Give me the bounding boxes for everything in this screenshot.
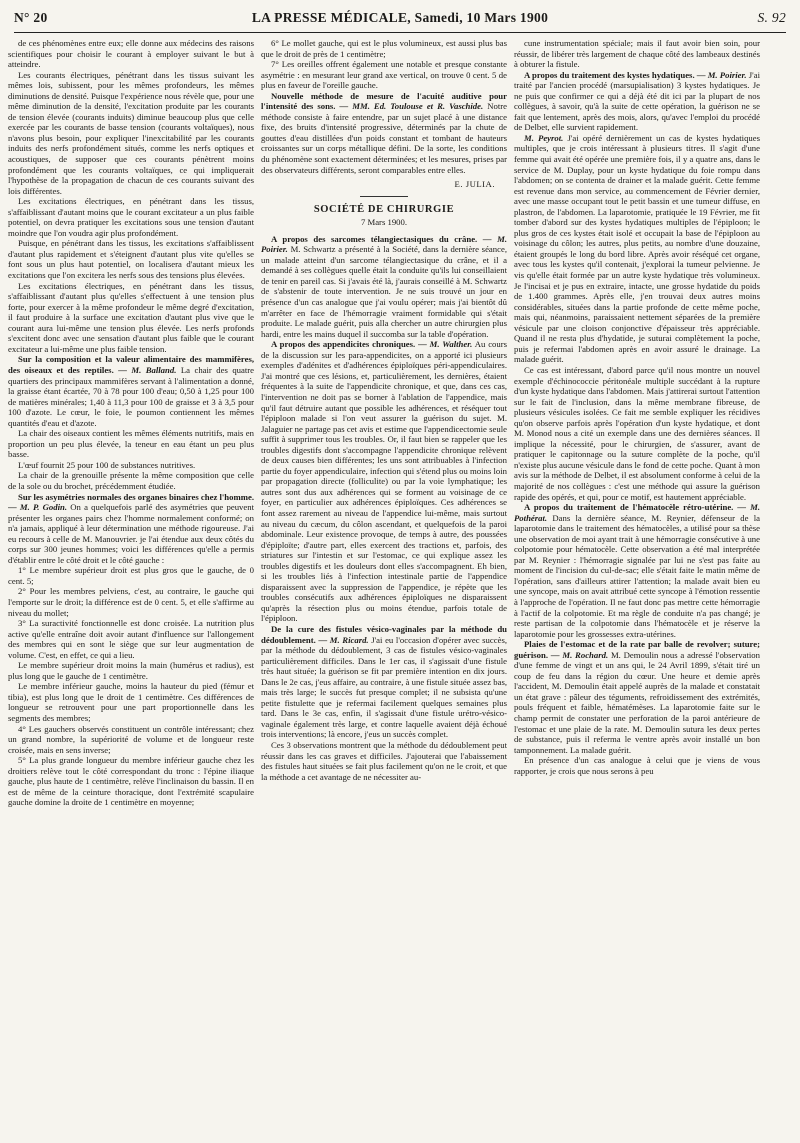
paragraph-text: M. Schwartz a présenté à la Société, dans la dernière séance, un malade atteint d'un sarcome télangiectasique du crâne, et il a demandé à ses collègues quelle était la conduite qu'ils lui conseillaient de tenir en pareil cas. Si j'avais été là, j'aurais conseillé à M. Schwartz de s'abstenir de toute intervention. Je ne suis trouvé un jour en présence d'un cas analogue que j'ai voulu opérer; mais j'ai bientôt dû m'arrêter en face de l'hémorragie vraiment formidable qui s'était produite. Le malade guérit, puis alla chercher un autre chirurgien plus hardi, entre les mains duquel il succomba sur la table d'opération. bbox=[261, 244, 507, 339]
paragraph-text: Au cours de la discussion sur les para-appendicites, on a apporté ici plusieurs exemples d'adénites et d'adhérences épiploïques péri-appendiculaires. J'ai montré que ces lésions, et, particulièrement, les dernières, étaient fréquentes à la suite de l'appendicite chronique, et que, dans ces cas, l'intervention ne doit pas se borner à l'ablation de l'appendice, mais qu'il faut détruire autant que possible les adhérences, et réséquer tout l'épiploon malade si l'on veut assurer la guérison du sujet. M. Jalaguier ne partage pas cet avis et estime que l'appendicectomie seule suffit à supprimer tous les troubles. Or, il faut bien se rappeler que les troubles digestifs dont s'accompagne l'appendicite chronique relèvent de deux causes bien différentes; les uns sont attribuables à l'infection partie du foyer appendiculaire, infection qui s'étend plus ou moins loin par propagation directe (folliculite) ou par la voie lymphatique; les autres sont dus aux adhérences qui se forment au voisinage de ce foyer, en particulier aux adhérences épiploïques. Ces adhérences se font assez rarement au niveau de l'appendice lui-même, mais surtout au niveau du cæcum, du côlon ascendant, et quelquefois de la paroi abdominale. Leur existence provoque, de temps à autre, des poussées d'épiploïte; d'autre part, elles exercent des tractions et, parfois, des striatures sur l'intestin et sur l'estomac, ce qui explique assez les troubles digestifs et les douleurs dont elles s'accompagnent. Eh bien, si les troubles liés à l'infection intestinale partie de l'appendice disparaissent avec la suppression de l'appendice, je répète que les troubles consécutifs aux adhérences épiploïques ne disparaissent qu'après la résection plus ou moins étendue, parfois totale de l'épiploon. bbox=[261, 339, 507, 624]
paragraph-text: En présence d'un cas analogue à celui que je viens de vous rapporter, je crois que nous serons à peu bbox=[514, 755, 760, 776]
paragraph-text: de ces phénomènes entre eux; elle donne aux médecins des raisons scientifiques pour choisir le courant à employer suivant le but à atteindre. bbox=[8, 38, 254, 70]
article-heading: Plaies de l'estomac et de la rate par balle de revolver; suture; guérison. bbox=[514, 639, 760, 660]
article-paragraph bbox=[514, 70, 760, 133]
paragraph-text: Puisque, en pénétrant dans les tissus, les excitations s'affaiblissent d'autant plus rapidement et s'éteignent d'autant plus vite qu'elles se font sous un plus haut potentiel, on localisera d'autant mieux les excitations que l'on excitera les nerfs sous des tensions plus élevées. bbox=[8, 238, 254, 281]
article-heading: De la cure des fistules vésico-vaginales par la méthode du dédoublement. bbox=[261, 623, 507, 645]
paragraph-text: 7° Les oreilles offrent également une notable et presque constante asymétrie : en mesurant leur grand axe vertical, on trouve 0 cent. 5 de plus en faveur de l'oreille gauche. bbox=[261, 59, 507, 91]
text-paragraph bbox=[8, 724, 254, 756]
article-author: — M. Rochard. bbox=[550, 649, 609, 660]
text-paragraph bbox=[8, 281, 254, 355]
paragraph-text: On a quelquefois parlé des asymétries que peuvent présenter les organes pairs chez l'homme normalement conformé; on n'a jamais, appliqué à leur détermination une méthode rigoureuse. J'ai eu recours à celle de M. Manouvrier. je l'ai étendue aux deux côtés du corps sur 300 jeunes hommes; voici les différences qu'elle a permis d'établir entre le côté droit et le côté gauche : bbox=[8, 502, 254, 565]
paragraph-text: Le membre supérieur droit moins la main (humérus et radius), est plus long que le gauche de 1 centimètre. bbox=[8, 660, 254, 681]
article-author: — M. Walther. bbox=[418, 339, 473, 350]
article-paragraph bbox=[261, 624, 507, 740]
article-heading: A propos du traitement des kystes hydatiques. bbox=[524, 69, 695, 80]
article-author: — M. Ricard. bbox=[318, 634, 369, 645]
paragraph-text: La chair des oiseaux contient les mêmes éléments nutritifs, mais en proportion un peu plus élevée, la teneur en eau étant un peu plus basse. bbox=[8, 428, 254, 460]
paragraph-text: La chair de la grenouille présente la même composition que celle de la sole ou du brochet, précédemment étudiée. bbox=[8, 470, 254, 491]
text-paragraph bbox=[8, 618, 254, 660]
article-author: M. Peyrot. bbox=[524, 132, 564, 143]
text-paragraph bbox=[8, 660, 254, 681]
paragraph-text: 2° Pour les membres pelviens, c'est, au contraire, le gauche qui l'emporte sur le droit; la différence est de 0 cent. 5, et elle s'affirme au niveau du mollet; bbox=[8, 586, 254, 618]
text-paragraph bbox=[8, 460, 254, 471]
text-paragraph bbox=[8, 238, 254, 280]
article-paragraph bbox=[261, 339, 507, 624]
author-signature: E. JULIA. bbox=[454, 179, 495, 190]
page-number: S. 92 bbox=[757, 10, 786, 25]
paragraph-text: 4° Les gauchers observés constituent un contrôle intéressant; chez un grand nombre, la supériorité de volume et de longueur reste croisée, mais en sens inverse; bbox=[8, 723, 254, 755]
paragraph-text: Notre méthode consiste à faire entendre, par un sujet placé à une distance fixe, des bruits d'intensité progressive, déterminés par la chute de gouttes d'eau distillées d'un poids constant et tombant de hauteurs croissantes sur un corps métallique défini. De la sorte, les conditions du phénomène sont exactement déterminées; et les mesures, prises par des observateurs différents, seront comparables entre elles. bbox=[261, 101, 507, 175]
issue-number: N° 20 bbox=[14, 10, 48, 25]
paragraph-text: 1° Le membre supérieur droit est plus gros que le gauche, de 0 cent. 5; bbox=[8, 565, 254, 586]
article-paragraph bbox=[8, 354, 254, 428]
paragraph-text: L'œuf fournit 25 pour 100 de substances nutritives. bbox=[18, 459, 196, 470]
paragraph-text: 5° La plus grande longueur du membre inférieur gauche chez les droitiers relève tout le côté correspondant du tronc : l'épine iliaque gauche, plus haute de 1 centimètre, relève l'inclinaison du bassin. Il en est de même de la ceinture thoracique, dont l'extrémité scapulaire gauche domine la droite de 1 centimètre en moyenne; bbox=[8, 755, 254, 808]
article-paragraph bbox=[261, 234, 507, 339]
paragraph-text: J'ai opéré dernièrement un cas de kystes hydatiques multiples, que je crois intéressant à plusieurs titres. Il s'agit d'une femme qui avait été opérée une première fois, il y a quatre ans, dans le service de M. Duplay, pour un kyste hydatique du foie rompu dans l'abdomen; on se contenta de drainer et la malade guérit. Cette femme est revenue dans mon service, au commencement de Février dernier, avec une masse occupant tout le petit bassin et une tumeur diffuse, en plastron, de l'abdomen. La laparotomie, pratiquée le 19 Février, me fit tomber d'abord sur des kystes hydatiques multiples de l'épiploon; le plus gros de ces kystes était isolé et occupait la base de l'épiploon au voisinage du côlon; les autres, plus petits, au nombre d'une douzaine, étaient groupés le long du bord libre. Après avoir réséqué cet organe, avec tous les kystes qu'il contenait, j'explorai la tumeur pelvienne. Je vis qu'elle était formée par un autre kyste hydatique très volumineux. Je l'incisai et je pus en extraire, intacte, une grosse hydatide du poids de 1.400 grammes. Après elle, j'en trouvai deux autres moins considérables, situées dans la partie profonde de cette même poche, mais qui, néanmoins, paraissaient nettement séparées de la première vésicule par une cloison conjonctive d'épaisseur très appréciable. Quand il ne resta plus d'hydatide, je suturai complètement la poche, puis je refermai l'abdomen après en avoir assuré le drainage. La malade guérit. bbox=[514, 132, 760, 365]
text-paragraph bbox=[514, 365, 760, 502]
paragraph-text: Les courants électriques, pénétrant dans les tissus suivant les mêmes lois, subissent, pour les mêmes profondeurs, les mêmes diminutions de densité. Puisque l'expérience nous révèle que, pour une même diminution de la densité, l'excitation produite par les courants de tension élevée (courants induits) diminue beaucoup plus que celle exercée par les courants de basse tension (courants voltaïques), nous n'avons plus besoin, pour expliquer l'inexcitabilité par les courants induits des nerfs profondément situés, comme les nerfs optiques et acoustiques, de supposer que ces courants pénètrent moins profondément que les courants voltaïques, ce qui impliquerait l'hypothèse de la propagation de chacun de ces courants suivant des lois différentes. bbox=[8, 69, 254, 196]
paragraph-text: M. Demoulin nous a adressé l'observation d'une femme de vingt et un ans qui, le 24 Avril 1899, s'était tiré un coup de feu dans la région du cœur. Une heure et demie après l'accident, M. Demoulin était appelé auprès de la malade et constatait un état grave : pâleur des téguments, refroidissement des extrémités, pouls fréquent et faible, hématémèses. La laparotomie faite sur le champ permit de constater une perforation de la paroi antérieure de l'estomac et une plaie de la rate. M. Demoulin sutura les deux pertes de substance, puis il referma le ventre après avoir installé un bon tamponnement. La malade guérit. bbox=[514, 649, 760, 755]
text-paragraph bbox=[261, 740, 507, 782]
text-paragraph bbox=[261, 59, 507, 91]
text-paragraph bbox=[8, 586, 254, 618]
column-2 bbox=[261, 38, 507, 1136]
article-author: — M. Balland. bbox=[118, 364, 177, 375]
text-paragraph bbox=[8, 428, 254, 460]
article-author: — M. Poirier. bbox=[696, 69, 747, 80]
text-paragraph bbox=[514, 755, 760, 776]
article-paragraph bbox=[514, 639, 760, 755]
text-paragraph bbox=[8, 38, 254, 70]
article-paragraph bbox=[514, 133, 760, 365]
paragraph-text: Les excitations électriques, en pénétrant dans les tissus, s'affaiblissant d'autant moins que le courant excitateur a un plus faible potentiel, on devra pratiquer les excitations sous une tension d'autant moindre que l'on voudra agir plus profondément. bbox=[8, 196, 254, 238]
paragraph-text: 6° Le mollet gauche, qui est le plus volumineux, est aussi plus bas que le droit de près de 1 centimètre; bbox=[261, 38, 507, 59]
article-paragraph bbox=[261, 91, 507, 175]
article-heading: A propos des sarcomes télangiectasiques du crâne. bbox=[271, 233, 478, 244]
paragraph-text: Les excitations électriques, en pénétrant dans les tissus, s'affaiblissant d'autant plus qu'elles s'effectuent à une tension plus forte, pour exercer à la même profondeur le même degré d'excitation, il faut produire à la surface une excitation d'autant plus vive que le courant aura lui-même une tension plus élevée. Les nerfs profonds s'excitent donc avec une sensation d'autant plus faible que le courant excitateur a lui-même une plus faible tension. bbox=[8, 280, 254, 354]
article-heading: Nouvelle méthode de mesure de l'acuité auditive pour l'intensité des sons. bbox=[261, 90, 507, 112]
article-author: — M. Pothérat. bbox=[514, 502, 760, 523]
paragraph-text: Ces 3 observations montrent que la méthode du dédoublement peut réussir dans les cas graves et difficiles. J'ajouterai que l'abaissement des fistules haut situées se fait plus facilement qu'on ne le croit, et que la méthode a cet avantage de ne nécessiter au- bbox=[261, 740, 507, 782]
text-paragraph bbox=[8, 755, 254, 808]
paragraph-text: cune instrumentation spéciale; mais il faut avoir bien soin, pour réussir, de libérer très largement de chaque côté des lambeaux destinés à obturer la fistule. bbox=[514, 38, 760, 70]
text-paragraph bbox=[261, 38, 507, 59]
text-paragraph bbox=[514, 38, 760, 70]
article-paragraph bbox=[514, 502, 760, 639]
article-heading: A propos du traitement de l'hématocèle rétro-utérine. bbox=[524, 502, 734, 513]
section-divider bbox=[360, 196, 408, 197]
paragraph-text: Ce cas est intéressant, d'abord parce qu'il nous montre un nouvel exemple d'échinococcie péritonéale multiple succédant à la rupture d'un kyste hydatique dans l'abdomen. Mais j'attirerai surtout l'attention sur le fait de l'inclusion, dans la même membrane fibreuse, de plusieurs vésicules isolées. Ce fait me semble expliquer les récidives qu'on observe parfois après l'opération d'un kyste hydatique, et dont M. Monod nous a cité un exemple dans une des dernières séances. Il implique la nécessité, pour le chirurgien, de s'assurer, avant de pratiquer le capitonnage ou la suture complète de la poche, qu'il n'existe plus aucune vésicule dans le fond de cette poche. Quant à mon avis sur la méthode de Delbet, il est absolument conforme à celui de la majorité de nos collègues : c'est une méthode qui assure la guérison rapide des opérés, et qui, pour ce motif, est hautement appréciable. bbox=[514, 364, 760, 502]
column-1 bbox=[8, 38, 254, 1136]
column-3 bbox=[514, 38, 760, 1136]
society-date: 7 Mars 1900. bbox=[360, 217, 408, 228]
society-title: SOCIÉTÉ DE CHIRURGIE bbox=[313, 203, 455, 215]
journal-title: LA PRESSE MÉDICALE, Samedi, 10 Mars 1900 bbox=[251, 10, 549, 25]
text-paragraph bbox=[8, 196, 254, 238]
text-paragraph bbox=[8, 70, 254, 197]
text-paragraph bbox=[8, 565, 254, 586]
paragraph-text: Le membre inférieur gauche, moins la hauteur du pied (fémur et tibia), est plus long que le droit de 1 centimètre. Ces différences de longueur se retrouvent pour une part proportionnelle dans les segments des membres; bbox=[8, 681, 254, 723]
article-heading: Sur les asymétries normales des organes binaires chez l'homme. bbox=[18, 491, 254, 502]
article-heading: Sur la composition et la valeur alimentaire des mammifères, des oiseaux et des reptiles. bbox=[8, 354, 254, 375]
article-author: — M. P. Godin. bbox=[8, 502, 68, 513]
article-heading: A propos des appendicites chroniques. bbox=[271, 339, 416, 350]
paragraph-text: Dans la dernière séance, M. Reynier, défenseur de la laparotomie dans le traitement des hématocèles, a utilisé pour sa thèse une observation de moi ayant trait à une hémorragie consécutive à une colpotomie pour hématocèle. Cette observation a été mal interprétée par M. Reynier : l'hémorragie signalée par lui ne s'est pas faite au moment de l'incision du cul-de-sac; elle s'était faite le matin même de l'opération, sans d'ailleurs attirer l'attention; la malade avait bien eu une syncope, mais on avait attribué cette syncope à l'émotion ressentie à l'approche de l'opération. Il ne faut donc pas mettre cette hémorragie à l'actif de la colpotomie. Et ma règle de conduite n'a pas changé; je reste partisan de la colpotomie dans l'hématocèle et je réserve la laparotomie pour les grossesses extra-utérines. bbox=[514, 512, 760, 639]
article-paragraph bbox=[8, 492, 254, 566]
paragraph-text: 3° La suractivité fonctionnelle est donc croisée. La nutrition plus active qu'elle entraîne doit avoir autant d'influence sur l'allongement des membres qui en sont le siège que sur leur augmentation de volume. C'est, en effet, ce qui a lieu. bbox=[8, 618, 254, 660]
paragraph-text: J'ai eu l'occasion d'opérer avec succès, par la méthode du dédoublement, 3 cas de fistules vésico-vaginales particulièrement difficiles. Dans le 1er cas, il s'agissait d'une fistule très haut située; la guérison se fit par première intention en dix jours. Dans le 2e cas, j'eus affaire, au contraire, à une fistule située assez bas, mais très large; le succès fut presque complet; il ne subsista qu'une petite fistulette que je refermai facilement quelques semaines plus tard. Dans le 3e cas, enfin, il s'agissait d'une fistule urétro-vésico-vaginale également très large, et contre laquelle avaient déjà échoué trois interventions; là encore, j'eus un succès complet. bbox=[261, 634, 507, 740]
paragraph-text: La chair des quatre quartiers des principaux mammifères servant à l'alimentation a donné, la graisse étant écartée, 70 à 78 pour 100 d'eau; 0,50 à 1,25 pour 100 de matières minérales; 1,40 à 11,3 pour 100 de graisse et 3 à 3,5 pour 100 d'azote. Le cœur, le foie, le poumon contiennent les mêmes quantités d'eau et d'azote. bbox=[8, 364, 254, 428]
text-paragraph bbox=[8, 681, 254, 723]
article-author: — M. Poirier. bbox=[261, 233, 507, 255]
article-author: — MM. Ed. Toulouse et R. Vaschide. bbox=[339, 101, 484, 112]
page-header bbox=[14, 6, 786, 33]
paragraph-text: J'ai traité par l'ancien procédé (marsupialisation) 3 kystes hydatiques. Je ne puis que confirmer ce qui a déjà été dit ici par la plupart de nos collègues, à savoir, qu'à la suite de cette opération, la guérison ne se fait que lentement, après des mois, alors, qu'avec l'emploi du procédé de Delbet, elle survient rapidement. bbox=[514, 69, 760, 133]
text-paragraph bbox=[8, 470, 254, 491]
